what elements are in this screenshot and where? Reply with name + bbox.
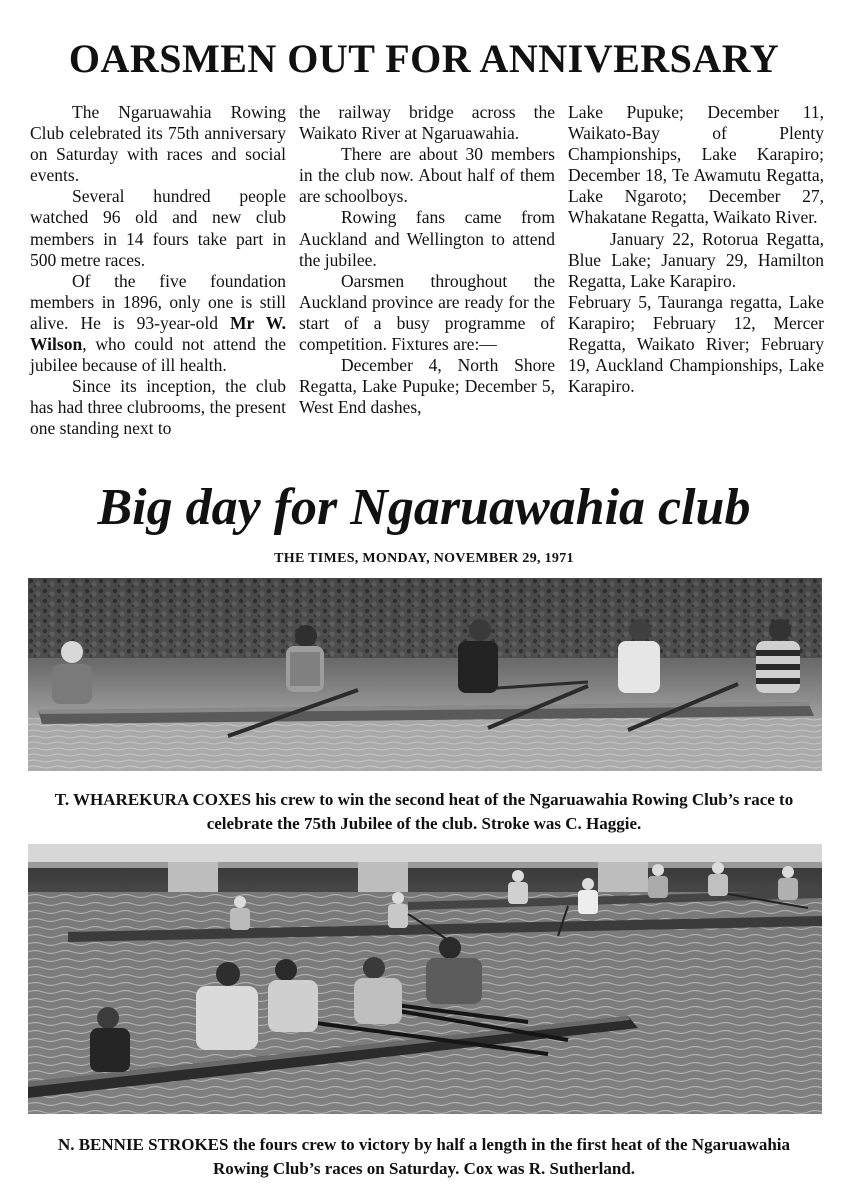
- article-text: , who could not attend the jubilee because of ill health.: [30, 334, 286, 376]
- article-paragraph: December 4, North Shore Regatta, Lake Pupuke; December 5, West End dashes,: [299, 355, 555, 418]
- article-paragraph: The Ngaruawahia Rowing Club celebrated its 75th anniversary on Saturday with races and social events.: [30, 102, 286, 186]
- dateline: THE TIMES, MONDAY, NOVEMBER 29, 1971: [274, 551, 574, 566]
- article-column-1: [30, 102, 286, 464]
- page-headline: OARSMEN OUT FOR ANNIVERSARY: [68, 36, 780, 81]
- article-column-2: [299, 102, 555, 464]
- article-paragraph: January 22, Rotorua Regatta, Blue Lake; January 29, Hamilton Regatta, Lake Karapiro.: [568, 228, 824, 291]
- article-paragraph: Oarsmen throughout the Auckland province are ready for the start of a busy programme of competition. Fixtures are:—: [299, 270, 555, 355]
- photo-caption-2: N. BENNIE STROKES the fours crew to victory by half a length in the first heat of the Ngaruawahia Rowing Club’s races on Saturday. Cox was R. Sutherland.: [57, 1135, 791, 1178]
- article-column-3: [568, 102, 824, 464]
- article-paragraph: There are about 30 members in the club now. About half of them are schoolboys.: [299, 144, 555, 207]
- article-paragraph: the railway bridge across the Waikato River at Ngaruawahia.: [299, 102, 555, 144]
- bold-name: Mr W. Wilson: [30, 312, 287, 355]
- article-paragraph: Since its inception, the club has had three clubrooms, the present one standing next to: [30, 376, 286, 439]
- article-paragraph: Rowing fans came from Auckland and Wellington to attend the jubilee.: [299, 207, 555, 270]
- photo-caption-1: T. WHAREKURA COXES his crew to win the second heat of the Ngaruawahia Rowing Club’s race to celebrate the 75th Jubilee of the club. Stroke was C. Haggie.: [54, 790, 794, 833]
- article-paragraph: February 5, Tauranga regatta, Lake Karapiro; February 12, Mercer Regatta, Waikato River; February 19, Auckland Championships, Lake Karapiro.: [568, 291, 824, 397]
- article-paragraph: [30, 271, 286, 376]
- sub-headline: Big day for Ngaruawahia club: [97, 479, 751, 536]
- article-text: Of the five foundation members in 1896, only one is still alive. He is 93-year-old: [30, 270, 286, 333]
- article-paragraph: Several hundred people watched 96 old and new club members in 14 fours take part in 500 metre races.: [30, 186, 286, 270]
- photo-rowing-crew-heat-two: [28, 578, 822, 771]
- article-columns: [30, 102, 824, 464]
- photo-fours-crew-heat-one: [28, 844, 822, 1114]
- article-paragraph: Lake Pupuke; December 11, Waikato-Bay of Plenty Championships, Lake Karapiro; December 18, Te Awamutu Regatta, Lake Ngaroto; December 27, Whakatane Regatta, Waikato River.: [568, 102, 824, 228]
